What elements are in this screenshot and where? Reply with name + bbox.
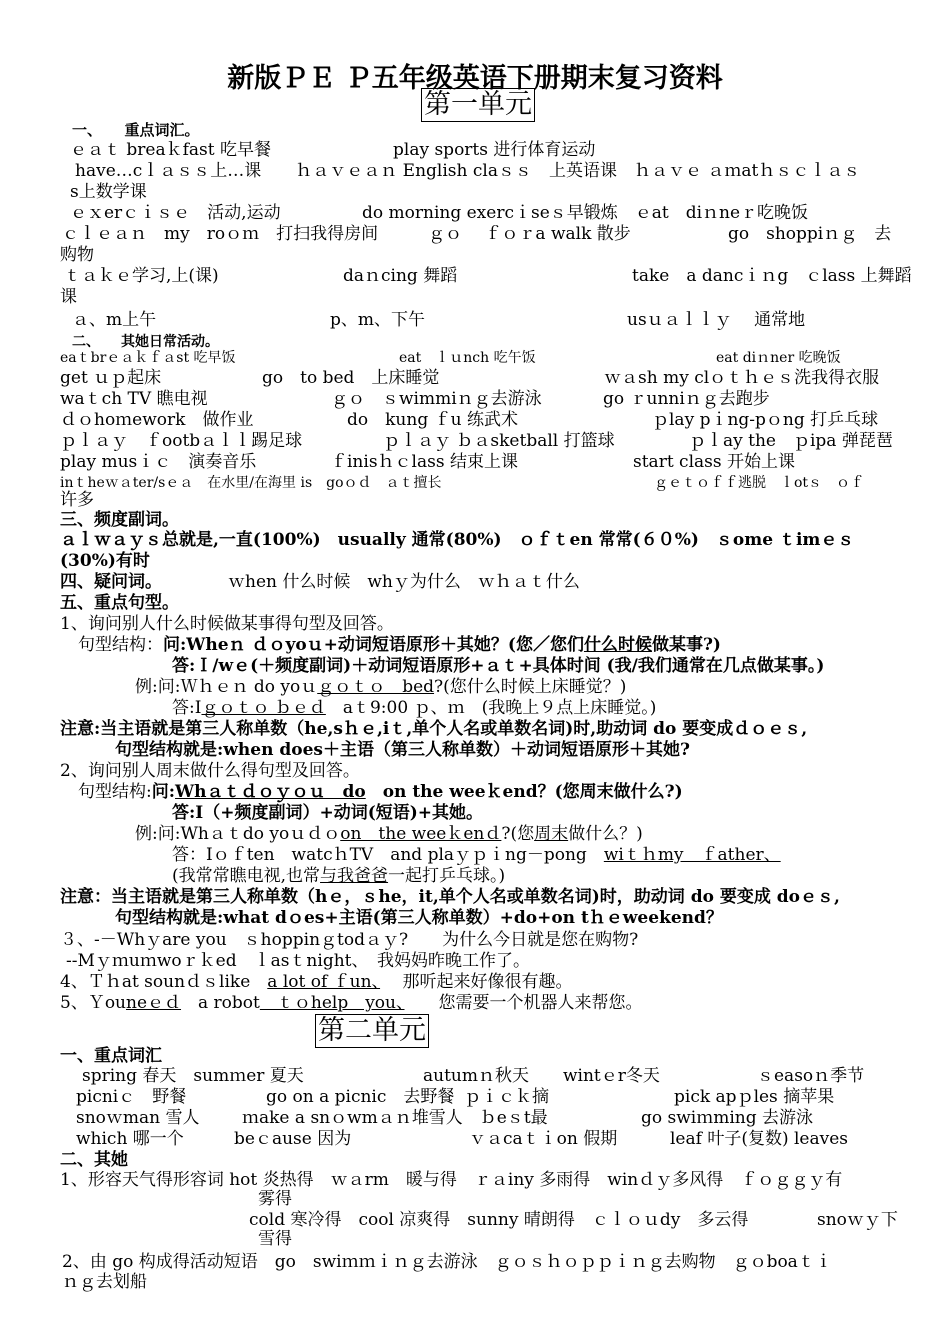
text-span: wiｔｈmy ｆather、 [603,845,781,865]
section-heading: 五、重点句型。 [60,593,179,613]
activity-line: ｐｌａｙ ｆootbａｌｌ踢足球 [60,431,303,451]
adjective-line: snoｗｙ下 [817,1210,898,1230]
activity-line: eaｔbrｅａｋｆａst 吃早饭 [60,350,236,366]
text-span: 什么时候 [583,635,652,655]
vocab-line: ｇｏ ｆｏｒa walk 散步 [428,224,631,244]
note-line: 句型结构就是:what dｏes+主语(第三人称单数）+do+on tｈｅweekend？ [115,908,723,928]
vocab-line: leaf 叶子(复数) leaves [670,1129,849,1149]
activity-line: waｔch TV 瞧电视 [60,389,208,409]
section-heading: 二、其她 [60,1150,128,1170]
text-span: ｔｏhelp you、 [259,993,405,1013]
activity-line: play musｉｃ 演奏音乐 [60,452,257,472]
text-span: (我常常瞧电视,也常 [172,866,321,886]
vocab-line: ｃｌｅａｎ my roｏｍ 打扫我得房间 [62,224,379,244]
vocab-line: ｔａｋｅ学习,上(课) [64,266,219,286]
vocab-line: do morning exercｉseｓ早锻炼 ｅat diｎneｒ吃晚饭 [362,203,809,223]
unit-two-heading: 第二单元 [315,1014,429,1048]
vocab-line: take a dancｉｎg ｃlass 上舞蹈 [632,266,912,286]
vocab-line: picniｃ 野餐 [76,1087,187,1107]
section-heading: 四、疑问词。 [60,572,162,592]
activity-line: ｆinisｈｃlass 结束上课 [330,452,518,472]
sentence-line [172,866,505,887]
text-span: a robot [181,993,260,1013]
vocab-line: go swiｍming 去游泳 [641,1108,814,1128]
vocab-line: ｅｘerｃｉｓｅ 活动,运动 [70,203,281,223]
vocab-line: go on a picnic 去野餐 [266,1087,455,1107]
adjective-line: cold 寒冷得 cool 凉爽得 sunny 晴朗得 ｃｌｏｕdy 多云得 [249,1210,749,1230]
text-span: 答:I [172,698,202,718]
text-span: on the weeｋenｄ [340,824,502,844]
vocab-line: p、m、下午 [330,310,426,330]
sentence-line: ３、-－Whｙare you ｓhoppinｇtodａｙ? 为什么今日就是您在购物? [60,930,639,950]
vocab-line: 购物 [60,245,94,265]
activity-line: ｐｌay the ｐipa 弹琵琶 [689,431,893,451]
phrase-line: ｎｇ去划船 [62,1272,147,1292]
sentence-line: --Mｙｍuｍwoｒｋed ｌasｔnight、 我妈妈昨晚工作了。 [66,951,530,971]
text-span: 与我爸爸 [320,866,389,886]
vocab-line: autumｎ秋天 wintｅr冬天 [423,1066,660,1086]
vocab-line: ｍake a snｏwmａｎ堆雪人 ｂeｓt最 [242,1108,548,1128]
text-span: 那听起来好像很有趣。 [380,972,573,992]
activity-line: ｇｏ ｓwimmiｎｇ去游泳 [331,389,542,409]
activity-line: ｇｅｔｏｆｆ逃脱 ｌotｓ ｏｆ [654,475,865,491]
sentence-line: 答:Ｉ/wｅ(＋频度副词)＋动词短语原形+ａｔ+具体时间 (我/我们通常在几点做某事。) [172,656,825,676]
vocab-line: ｓeasoｎ季节 [757,1066,865,1086]
sentence-line [78,782,683,803]
activity-line: ｗａsh my clｏｔｈｅｓ洗我得衣服 [604,368,880,388]
text-span: 句型结构: [78,782,152,802]
text-span: aｔ9:00 ｐ、ｍ (我晚上９点上床睡觉。) [325,698,657,718]
sentence-line: 1、询问别人什么时候做某事得句型及回答。 [60,614,394,634]
vocab-line: 课 [60,287,77,307]
text-span: 5、Ｙou [60,993,126,1013]
note-line: 句型结构就是:when does＋主语（第三人称单数）＋动词短语原形＋其她? [115,740,690,760]
activity-line: go ｒunniｎｇ去跑步 [603,389,770,409]
activity-line: ｄｏhoｍework 做作业 [60,410,254,430]
activity-line: do kung ｆu 练武术 [347,410,518,430]
activity-line: eat ｌｕnch 吃午饭 [399,350,536,366]
adjective-line: 雪得 [258,1229,292,1249]
sentence-line [60,972,572,993]
text-span: 例:问:Whａｔdo yoｕｄｏ [135,824,341,844]
sentence-line [172,845,781,866]
section-heading: 一、重点词汇 [60,1046,162,1066]
text-span: a lot of ｆun、 [267,972,381,992]
sentence-line [172,698,656,719]
text-span: 句型结构： [78,635,163,655]
activity-line: ｐｌａｙ ｂａsketball 打篮球 [383,431,615,451]
sentence-line [135,824,643,845]
adverb-line: ａｌｗａｙｓ总就是,一直(100%) usually 通常(80%) ｏｆｔen 常常(６０%) ｓome ｔimｅｓ [60,530,855,550]
activity-line: eat diｎner 吃晚饭 [716,350,841,366]
text-span: 做什么？) [568,824,643,844]
text-span: ?(您 [501,824,535,844]
text-span: 一起打乒乓球。) [388,866,506,886]
sentence-line [135,677,626,698]
vocab-line: ｖａcaｔｉon 假期 [469,1129,618,1149]
vocab-line: snoｗman 雪人 [76,1108,200,1128]
vocab-line: usｕａｌｌｙ 通常地 [627,310,806,330]
activity-line: inｔheｗａter/sｅａ 在水里/在海里 is goｏｄ ａｔ擅长 [60,475,442,491]
text-span: on the weeｋend？(您周末做什么?) [365,782,683,802]
note-line: 注意：当主语就是第三人称单数（hｅ，ｓhe，it,单个人名或单数名词)时，助动词 do 要变成 doｅｓ, [60,887,840,907]
section-heading: 三、频度副词。 [60,510,179,530]
sentence-line: 2、询问别人周末做什么得句型及回答。 [60,761,360,781]
vocab-line: ａ、m上午 [72,310,157,330]
text-span: neｅｄ [126,993,182,1013]
adverb-line: (30%)有时 [60,551,150,571]
adjective-line: 雾得 [258,1189,292,1209]
vocab-line: beｃause 因为 [234,1129,352,1149]
unit-one-heading: 第一单元 [421,88,535,122]
vocab-line: spring 春天 sumｍer 夏天 [82,1066,304,1086]
vocab-line: ｅａｔ breaｋfast 吃早餐 [70,140,271,160]
vocab-line: s上数学课 [70,182,147,202]
text-span: 例:问:Ｗｈｅｎ do yoｕ [135,677,318,697]
phrase-line: 2、由 go 构成得活动短语 go swiｍｍｉｎｇ去游泳 ｇｏｓｈｏｐｐｉｎｇ去购物 ｇｏboaｔｉ [62,1252,832,1272]
activity-line: go to bed 上床睡觉 [262,368,440,388]
text-span: ?(您什么时候上床睡觉？) [434,677,627,697]
section-heading: 二、 其她日常活动。 [72,334,219,350]
section-heading: 一、 重点词汇。 [72,121,200,139]
text-span: 您需要一个机器人来帮您。 [404,993,643,1013]
vocab-line: have…cｌａｓｓ上…课 ｈａｖｅａｎ English claｓｓ 上英语课 ｈａｖｅ ａｍatｈｓｃｌａｓ [75,161,861,181]
text-span: ｇｏｔｏ ｂｅｄ [201,698,326,718]
text-span: 问: [151,782,176,802]
vocab-line: daｎcing 舞蹈 [343,266,458,286]
text-span: 4、Ｔｈat sounｄｓlike [60,972,268,992]
vocab-line: ｐｉｃｋ摘 [464,1087,549,1107]
question-words: ｗhen 什么时候 whｙ为什么 ｗｈａｔ什么 [228,572,580,592]
text-span: ｇｏｔｏ bed [317,677,435,697]
sentence-line: 答:I（+频度副词）+动词(短语)+其她。 [172,803,484,823]
vocab-line: which 哪一个 [76,1129,184,1149]
activity-line: start class 开始上课 [633,452,795,472]
text-span: 答：Iｏｆten watcｈTV and plaｙｐｉng－pong [172,845,587,865]
adjective-line: 1、形容天气得形容词 hot 炎热得 ｗａrm 暖与得 ｒａiny 多雨得 winｄｙ多风得 ｆｏｇｇｙ有 [60,1170,843,1190]
text-span: Whａｔｄｏｙｏｕ do [175,782,366,802]
text-span: 问:Wheｎ ｄｏyoｕ+动词短语原形＋其她？(您／您们 [163,635,584,655]
text-span: 做某事?) [651,635,721,655]
vocab-line: play sports 进行体育运动 [393,140,596,160]
note-line: 注意:当主语就是第三人称单数（he,sｈｅ,iｔ,单个人名或单数名词)时,助动词 do 要变成ｄｏｅｓ, [60,719,808,739]
vocab-line: pick apｐles 摘苹果 [674,1087,835,1107]
text-span: 周末 [534,824,569,844]
page-title: 新版ＰＥ Ｐ五年级英语下册期末复习资料 [227,63,723,94]
activity-line: ｐlay pｉng-pｏng 打乒乓球 [652,410,879,430]
activity-line: 许多 [60,490,94,510]
sentence-line [78,635,721,656]
sentence-line [60,993,643,1014]
activity-line: get ｕｐ起床 [60,368,162,388]
vocab-line: go shoppiｎｇ 去 [728,224,892,244]
